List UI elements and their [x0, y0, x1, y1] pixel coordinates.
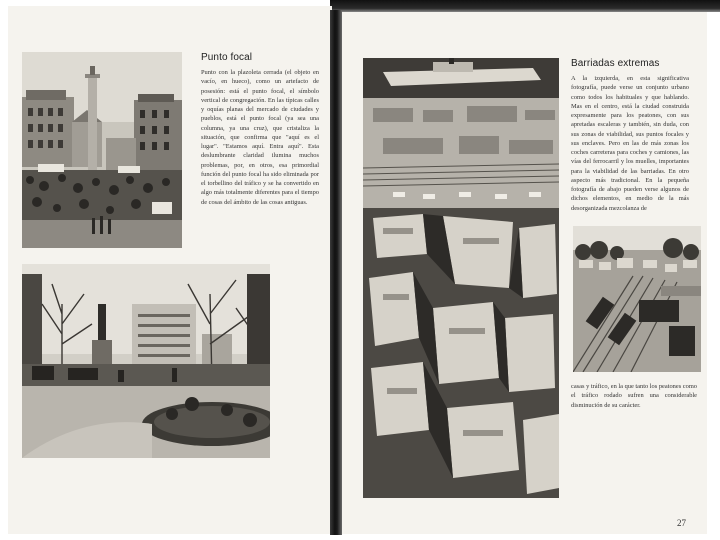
park-statue-plaza-photo [22, 264, 270, 458]
left-page [8, 6, 332, 534]
right-page-body-text-top: A la izquierda, en esta significativa fotografía, puede verse un conjunto urbano como todos los habituales y que hablando. Mas en el centro, está la ciudad construida expresamente para los peatones, con sus apretadas escaleras y también, sin duda, con sus zonas de viabilidad, sus puntos focales y sus enclaves. Pero en las de más zonas los coches carreteras para coches y camiones, las vías del ferrocarril y los muelles, importantes para la viabilidad de las barriadas. En otro aspecto más tradicional. En la pequeña fotografía de abajo pueden verse algunos de dichos elementos, en medio de la más desorganizada mezcolanza de [571, 75, 689, 212]
right-page-body-text-bottom: casas y tráfico, en la que tanto los peatones como el tráfico rodado sufren una considerable disminución de su carácter. [571, 383, 697, 409]
left-page-heading: Punto focal [201, 52, 253, 63]
left-page-body-text: Punto con la plazoleta cerrada (el objeto en vacío, en hueco), como un artefacto de posesión: está el punto focal, el símbolo vertical de congregación. En las típicas calles y oquías planas del mercado de ciudades y pueblos, está el punto focal (ya sea una columna, ya una cruz), que cristaliza la situación, que confirma que "aquí es el lugar". "Estamos aquí. Entra aquí". Esta deslumbrante claridad ilumina muchos problemas, por, en otros, esa primordial función del punto focal ha sido eliminada por el torbellino del tráfico y se ha convertido en algo más totalmente diferentes para el tiempo de cosas del ámbito de las cosas antiguas. [201, 69, 319, 206]
page-number: 27 [677, 518, 686, 528]
right-page [341, 12, 707, 534]
rail-yard-suburb-photo [573, 226, 701, 372]
right-page-heading: Barriadas extremas [571, 58, 660, 69]
aerial-old-town-harbor-photo [363, 58, 559, 498]
market-square-column-photo [22, 52, 182, 248]
page-top-shadow [330, 0, 720, 12]
book-gutter [330, 10, 342, 535]
